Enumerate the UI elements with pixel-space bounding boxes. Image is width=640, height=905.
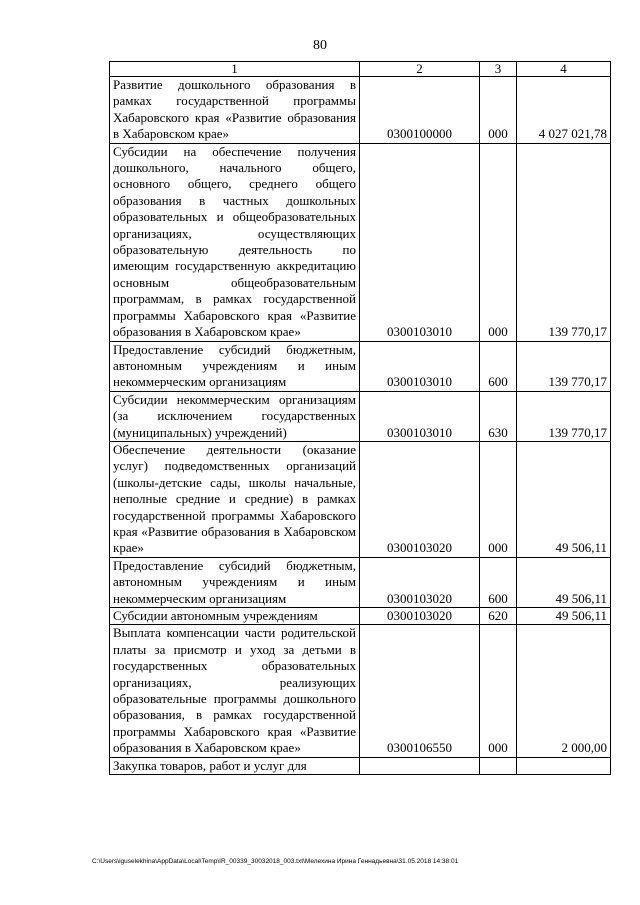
budget-table [109,61,611,775]
row-code-cell: 0300106550 [360,625,480,757]
row-name-cell: Предоставление субсидий бюджетным, автономным учреждениям и иным некоммерческим организациям [110,341,360,391]
row-amount-cell [517,757,611,774]
table-row [110,441,611,557]
row-code-cell [360,757,480,774]
row-name-cell: Закупка товаров, работ и услуг для [110,757,360,774]
column-header-name: 1 [110,62,360,77]
row-code-cell: 0300100000 [360,77,480,144]
row-type-cell: 620 [480,608,517,625]
row-type-cell: 000 [480,625,517,757]
row-type-cell [480,757,517,774]
column-header-type: 3 [480,62,517,77]
row-name-cell: Субсидии некоммерческим организациям (за исключением государственных (муниципальных) учреждений) [110,391,360,441]
table-row [110,757,611,774]
row-name-cell: Субсидии автономным учреждениям [110,608,360,625]
row-name-cell: Предоставление субсидий бюджетным, автономным учреждениям и иным некоммерческим организациям [110,557,360,607]
table-row [110,391,611,441]
row-type-cell: 630 [480,391,517,441]
row-code-cell: 0300103010 [360,143,480,341]
row-type-cell: 600 [480,557,517,607]
row-amount-cell: 49 506,11 [517,557,611,607]
row-code-cell: 0300103020 [360,608,480,625]
row-code-cell: 0300103010 [360,341,480,391]
row-type-cell: 600 [480,341,517,391]
row-type-cell: 000 [480,77,517,144]
column-header-code: 2 [360,62,480,77]
table-row [110,341,611,391]
row-type-cell: 000 [480,143,517,341]
table-header-row [110,62,611,77]
column-header-amount: 4 [517,62,611,77]
file-path-footer: C:\Users\iguselekhina\AppData\Local\Temp\IR_00339_30032018_003.txt\Мелехина Ирина Геннадьевна\31.05.2018 14:38:01 [92,858,459,865]
row-amount-cell: 2 000,00 [517,625,611,757]
page-number: 80 [313,38,327,53]
row-amount-cell: 139 770,17 [517,391,611,441]
table-row [110,625,611,757]
table-row [110,143,611,341]
row-name-cell: Развитие дошкольного образования в рамках государственной программы Хабаровского края «Развитие образования в Хабаровском крае» [110,77,360,144]
row-amount-cell: 4 027 021,78 [517,77,611,144]
row-name-cell: Выплата компенсации части родительской платы за присмотр и уход за детьми в государственных образовательных организациях, реализующих образовательные программы дошкольного образования, в рамках государственной программы Хабаровского края «Развитие образования в Хабаровском крае» [110,625,360,757]
table-row [110,557,611,607]
row-name-cell: Обеспечение деятельности (оказание услуг) подведомственных организаций (школы-детские сады, школы начальные, неполные средние и средние) в рамках государственной программы Хабаровского края «Развитие образования в Хабаровском крае» [110,441,360,557]
row-name-cell: Субсидии на обеспечение получения дошкольного, начального общего, основного общего, среднего общего образования в частных дошкольных образовательных и общеобразовательных организациях, осуществляющих образовательную деятельность по имеющим государственную аккредитацию основным общеобразовательным программам, в рамках государственной программы Хабаровского края «Развитие образования в Хабаровском крае» [110,143,360,341]
row-amount-cell: 139 770,17 [517,341,611,391]
row-code-cell: 0300103020 [360,441,480,557]
row-code-cell: 0300103010 [360,391,480,441]
row-code-cell: 0300103020 [360,557,480,607]
table-row [110,608,611,625]
row-amount-cell: 49 506,11 [517,441,611,557]
row-amount-cell: 49 506,11 [517,608,611,625]
row-amount-cell: 139 770,17 [517,143,611,341]
table-row [110,77,611,144]
row-type-cell: 000 [480,441,517,557]
